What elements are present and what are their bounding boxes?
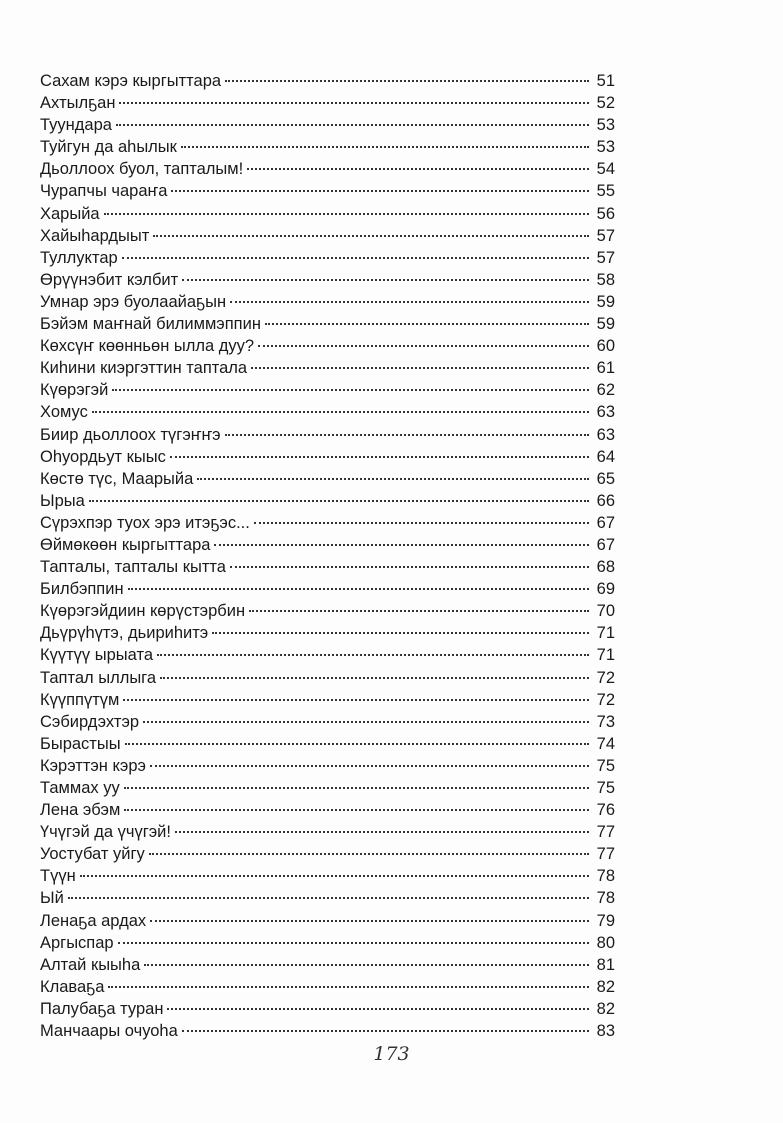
toc-entry-page: 65: [596, 469, 615, 488]
toc-entry-title: Харыйа: [40, 204, 100, 223]
toc-entry-title: Тапталы, тапталы кытта: [40, 558, 226, 577]
toc-entry-title: Ый: [40, 889, 64, 908]
toc-entry: [40, 622, 615, 644]
dot-leader: [116, 124, 589, 126]
toc-entry-title: Биир дьоллоох түгэҥҥэ: [40, 425, 221, 444]
toc-entry-page: 55: [596, 182, 615, 201]
toc-entry: [40, 468, 615, 490]
toc-entry: [40, 733, 615, 755]
toc-entry-page: 66: [596, 491, 615, 510]
dot-leader: [170, 456, 589, 458]
toc-entry-title: Көхсүҥ көөнньөн ылла дуу?: [40, 337, 255, 356]
dot-leader: [214, 544, 589, 546]
toc-entry: [40, 556, 615, 578]
toc-entry-page: 69: [596, 580, 615, 599]
toc-entry: [40, 887, 615, 909]
toc-entry: [40, 711, 615, 733]
toc-entry: [40, 843, 615, 865]
dot-leader: [225, 434, 589, 436]
toc-entry-page: 71: [596, 646, 615, 665]
toc-entry-title: Хайыһардыыт: [40, 226, 150, 245]
toc-entry: [40, 247, 615, 269]
toc-entry-title: Күөрэгэйдиин көрүстэрбин: [40, 602, 246, 621]
toc-entry: [40, 490, 615, 512]
toc-entry-page: 60: [596, 337, 615, 356]
toc-entry-title: Бырастыы: [40, 734, 121, 753]
dot-leader: [225, 80, 589, 82]
toc-entry-title: Манчаары очуоһа: [40, 1022, 178, 1041]
toc-entry-title: Күүтүү ырыата: [40, 646, 154, 665]
toc-entry-title: Палубаҕа туран: [40, 999, 164, 1018]
toc-entry-page: 76: [596, 801, 615, 820]
toc-entry-page: 70: [596, 602, 615, 621]
dot-leader: [254, 522, 589, 524]
toc-entry-page: 56: [596, 204, 615, 223]
toc-entry: [40, 203, 615, 225]
toc-entry-title: Таммах уу: [40, 779, 120, 797]
dot-leader: [123, 699, 589, 701]
toc-entry: [40, 998, 615, 1020]
toc-entry-title: Дьүрүһүтэ, дьириһитэ: [40, 624, 209, 643]
toc-entry: [40, 976, 615, 998]
toc-entry-page: 61: [596, 359, 615, 378]
dot-leader: [150, 920, 589, 922]
toc-entry-title: Билбэппин: [40, 580, 124, 599]
toc-entry-title: Сэбирдэхтэр: [40, 712, 140, 731]
dot-leader: [182, 1030, 589, 1032]
toc-entry-page: 58: [596, 270, 615, 289]
toc-entry: [40, 821, 615, 843]
toc-entry-page: 74: [596, 734, 615, 753]
dot-leader: [128, 588, 589, 590]
dot-leader: [108, 986, 589, 988]
toc-entry-page: 51: [596, 72, 615, 90]
dot-leader: [265, 323, 589, 325]
toc-entry: [40, 379, 615, 401]
dot-leader: [258, 345, 589, 347]
toc-entry: [40, 777, 615, 799]
toc-entry-page: 78: [596, 889, 615, 908]
toc-entry-title: Клаваҕа: [40, 977, 105, 996]
toc-entry-page: 54: [596, 160, 615, 179]
dot-leader: [247, 168, 589, 170]
toc-entry-page: 57: [596, 248, 615, 267]
dot-leader: [122, 257, 589, 259]
dot-leader: [150, 765, 589, 767]
toc-entry-page: 59: [596, 315, 615, 334]
toc-entry: [40, 291, 615, 313]
toc-entry-title: Аргыспар: [40, 933, 114, 952]
dot-leader: [144, 964, 589, 966]
toc-entry: [40, 136, 615, 158]
toc-entry-title: Бэйэм маҥнай билиммэппин: [40, 315, 261, 334]
toc-entry: [40, 667, 615, 689]
toc-entry: [40, 689, 615, 711]
toc-entry-page: 83: [596, 1022, 615, 1041]
toc-entry-page: 63: [596, 425, 615, 444]
toc-entry-page: 67: [596, 513, 615, 532]
toc-entry-title: Өрүүнэбит кэлбит: [40, 270, 179, 289]
table-of-contents: [40, 70, 615, 1042]
toc-entry-title: Кэрэттэн кэрэ: [40, 756, 146, 775]
dot-leader: [119, 102, 589, 104]
toc-entry-title: Оһуордьут кыыс: [40, 447, 166, 466]
toc-entry: [40, 799, 615, 821]
toc-entry-page: 62: [596, 381, 615, 400]
toc-entry: [40, 910, 615, 932]
dot-leader: [89, 500, 589, 502]
dot-leader: [212, 632, 589, 634]
toc-entry-page: 64: [596, 447, 615, 466]
toc-entry-title: Ленаҕа ардах: [40, 911, 147, 930]
toc-entry: [40, 180, 615, 202]
dot-leader: [124, 809, 589, 811]
dot-leader: [149, 853, 589, 855]
toc-entry-title: Таптал ыллыга: [40, 668, 157, 687]
dot-leader: [118, 942, 589, 944]
dot-leader: [112, 389, 589, 391]
toc-entry: [40, 755, 615, 777]
dot-leader: [80, 875, 589, 877]
toc-entry-title: Хомус: [40, 403, 88, 422]
toc-entry-page: 75: [596, 756, 615, 775]
dot-leader: [124, 787, 589, 789]
dot-leader: [197, 478, 589, 480]
toc-entry-page: 71: [596, 624, 615, 643]
toc-entry: [40, 225, 615, 247]
toc-entry-title: Туундара: [40, 116, 112, 135]
toc-entry-title: Уостубат уйгу: [40, 845, 145, 864]
toc-entry: [40, 335, 615, 357]
toc-entry: [40, 114, 615, 136]
toc-entry-page: 72: [596, 668, 615, 687]
toc-entry-page: 81: [596, 955, 615, 974]
toc-entry-title: Туйгун да аһылык: [40, 138, 177, 157]
toc-entry-title: Алтай кыыһа: [40, 955, 141, 974]
toc-entry-page: 82: [596, 977, 615, 996]
dot-leader: [104, 213, 589, 215]
dot-leader: [125, 743, 589, 745]
toc-entry: [40, 954, 615, 976]
dot-leader: [153, 235, 589, 237]
toc-entry-page: 78: [596, 867, 615, 886]
dot-leader: [160, 677, 589, 679]
toc-entry-title: Сүрэхпэр туох эрэ итэҕэс...: [40, 513, 250, 532]
toc-entry: [40, 313, 615, 335]
toc-entry-page: 75: [596, 779, 615, 797]
dot-leader: [143, 721, 589, 723]
toc-entry-title: Умнар эрэ буолаайаҕын: [40, 292, 227, 311]
toc-entry: [40, 269, 615, 291]
toc-entry-title: Өймөкөөн кыргыттара: [40, 535, 211, 554]
toc-entry: [40, 446, 615, 468]
toc-entry: [40, 512, 615, 534]
dot-leader: [171, 190, 589, 192]
toc-entry: [40, 158, 615, 180]
toc-entry: [40, 70, 615, 92]
toc-entry: [40, 865, 615, 887]
dot-leader: [157, 654, 589, 656]
toc-entry-page: 82: [596, 999, 615, 1018]
dot-leader: [68, 897, 589, 899]
toc-entry-page: 79: [596, 911, 615, 930]
dot-leader: [251, 367, 589, 369]
toc-entry-page: 67: [596, 535, 615, 554]
toc-entry-title: Күүппүтүм: [40, 690, 120, 709]
toc-entry: [40, 534, 615, 556]
toc-entry-page: 68: [596, 558, 615, 577]
dot-leader: [181, 146, 589, 148]
dot-leader: [249, 610, 589, 612]
toc-entry-page: 77: [596, 845, 615, 864]
toc-entry: [40, 357, 615, 379]
toc-entry-title: Дьоллоох буол, тапталым!: [40, 160, 244, 179]
dot-leader: [182, 279, 589, 281]
toc-entry-title: Ырыа: [40, 491, 85, 510]
toc-entry-title: Туллуктар: [40, 248, 118, 267]
toc-entry: [40, 1020, 615, 1042]
page-number: 173: [373, 1043, 410, 1065]
toc-entry-page: 77: [596, 823, 615, 842]
toc-entry-title: Чурапчы чараҥа: [40, 182, 168, 201]
toc-entry-title: Киһини киэргэттин таптала: [40, 359, 248, 378]
toc-entry-page: 53: [596, 138, 615, 157]
toc-entry: [40, 932, 615, 954]
toc-entry-title: Күөрэгэй: [40, 381, 109, 400]
dot-leader: [167, 1008, 589, 1010]
toc-entry-page: 53: [596, 116, 615, 135]
toc-entry: [40, 578, 615, 600]
toc-entry: [40, 92, 615, 114]
toc-entry-page: 52: [596, 94, 615, 113]
dot-leader: [230, 566, 589, 568]
toc-entry: [40, 644, 615, 666]
toc-entry-page: 57: [596, 226, 615, 245]
toc-entry-title: Лена эбэм: [40, 801, 121, 820]
dot-leader: [175, 831, 589, 833]
toc-entry-page: 59: [596, 292, 615, 311]
dot-leader: [230, 301, 589, 303]
toc-entry-page: 63: [596, 403, 615, 422]
dot-leader: [92, 411, 589, 413]
toc-entry-title: Сахам кэрэ кыргыттара: [40, 72, 222, 90]
toc-entry-title: Түүн: [40, 867, 76, 886]
toc-entry-page: 73: [596, 712, 615, 731]
toc-entry-page: 72: [596, 690, 615, 709]
toc-entry-title: Ахтылҕан: [40, 94, 116, 113]
toc-entry-title: Көстө түс, Маарыйа: [40, 469, 194, 488]
toc-entry-title: Үчүгэй да үчүгэй!: [40, 823, 171, 842]
toc-entry: [40, 600, 615, 622]
toc-entry: [40, 424, 615, 446]
toc-entry: [40, 401, 615, 423]
toc-entry-page: 80: [596, 933, 615, 952]
